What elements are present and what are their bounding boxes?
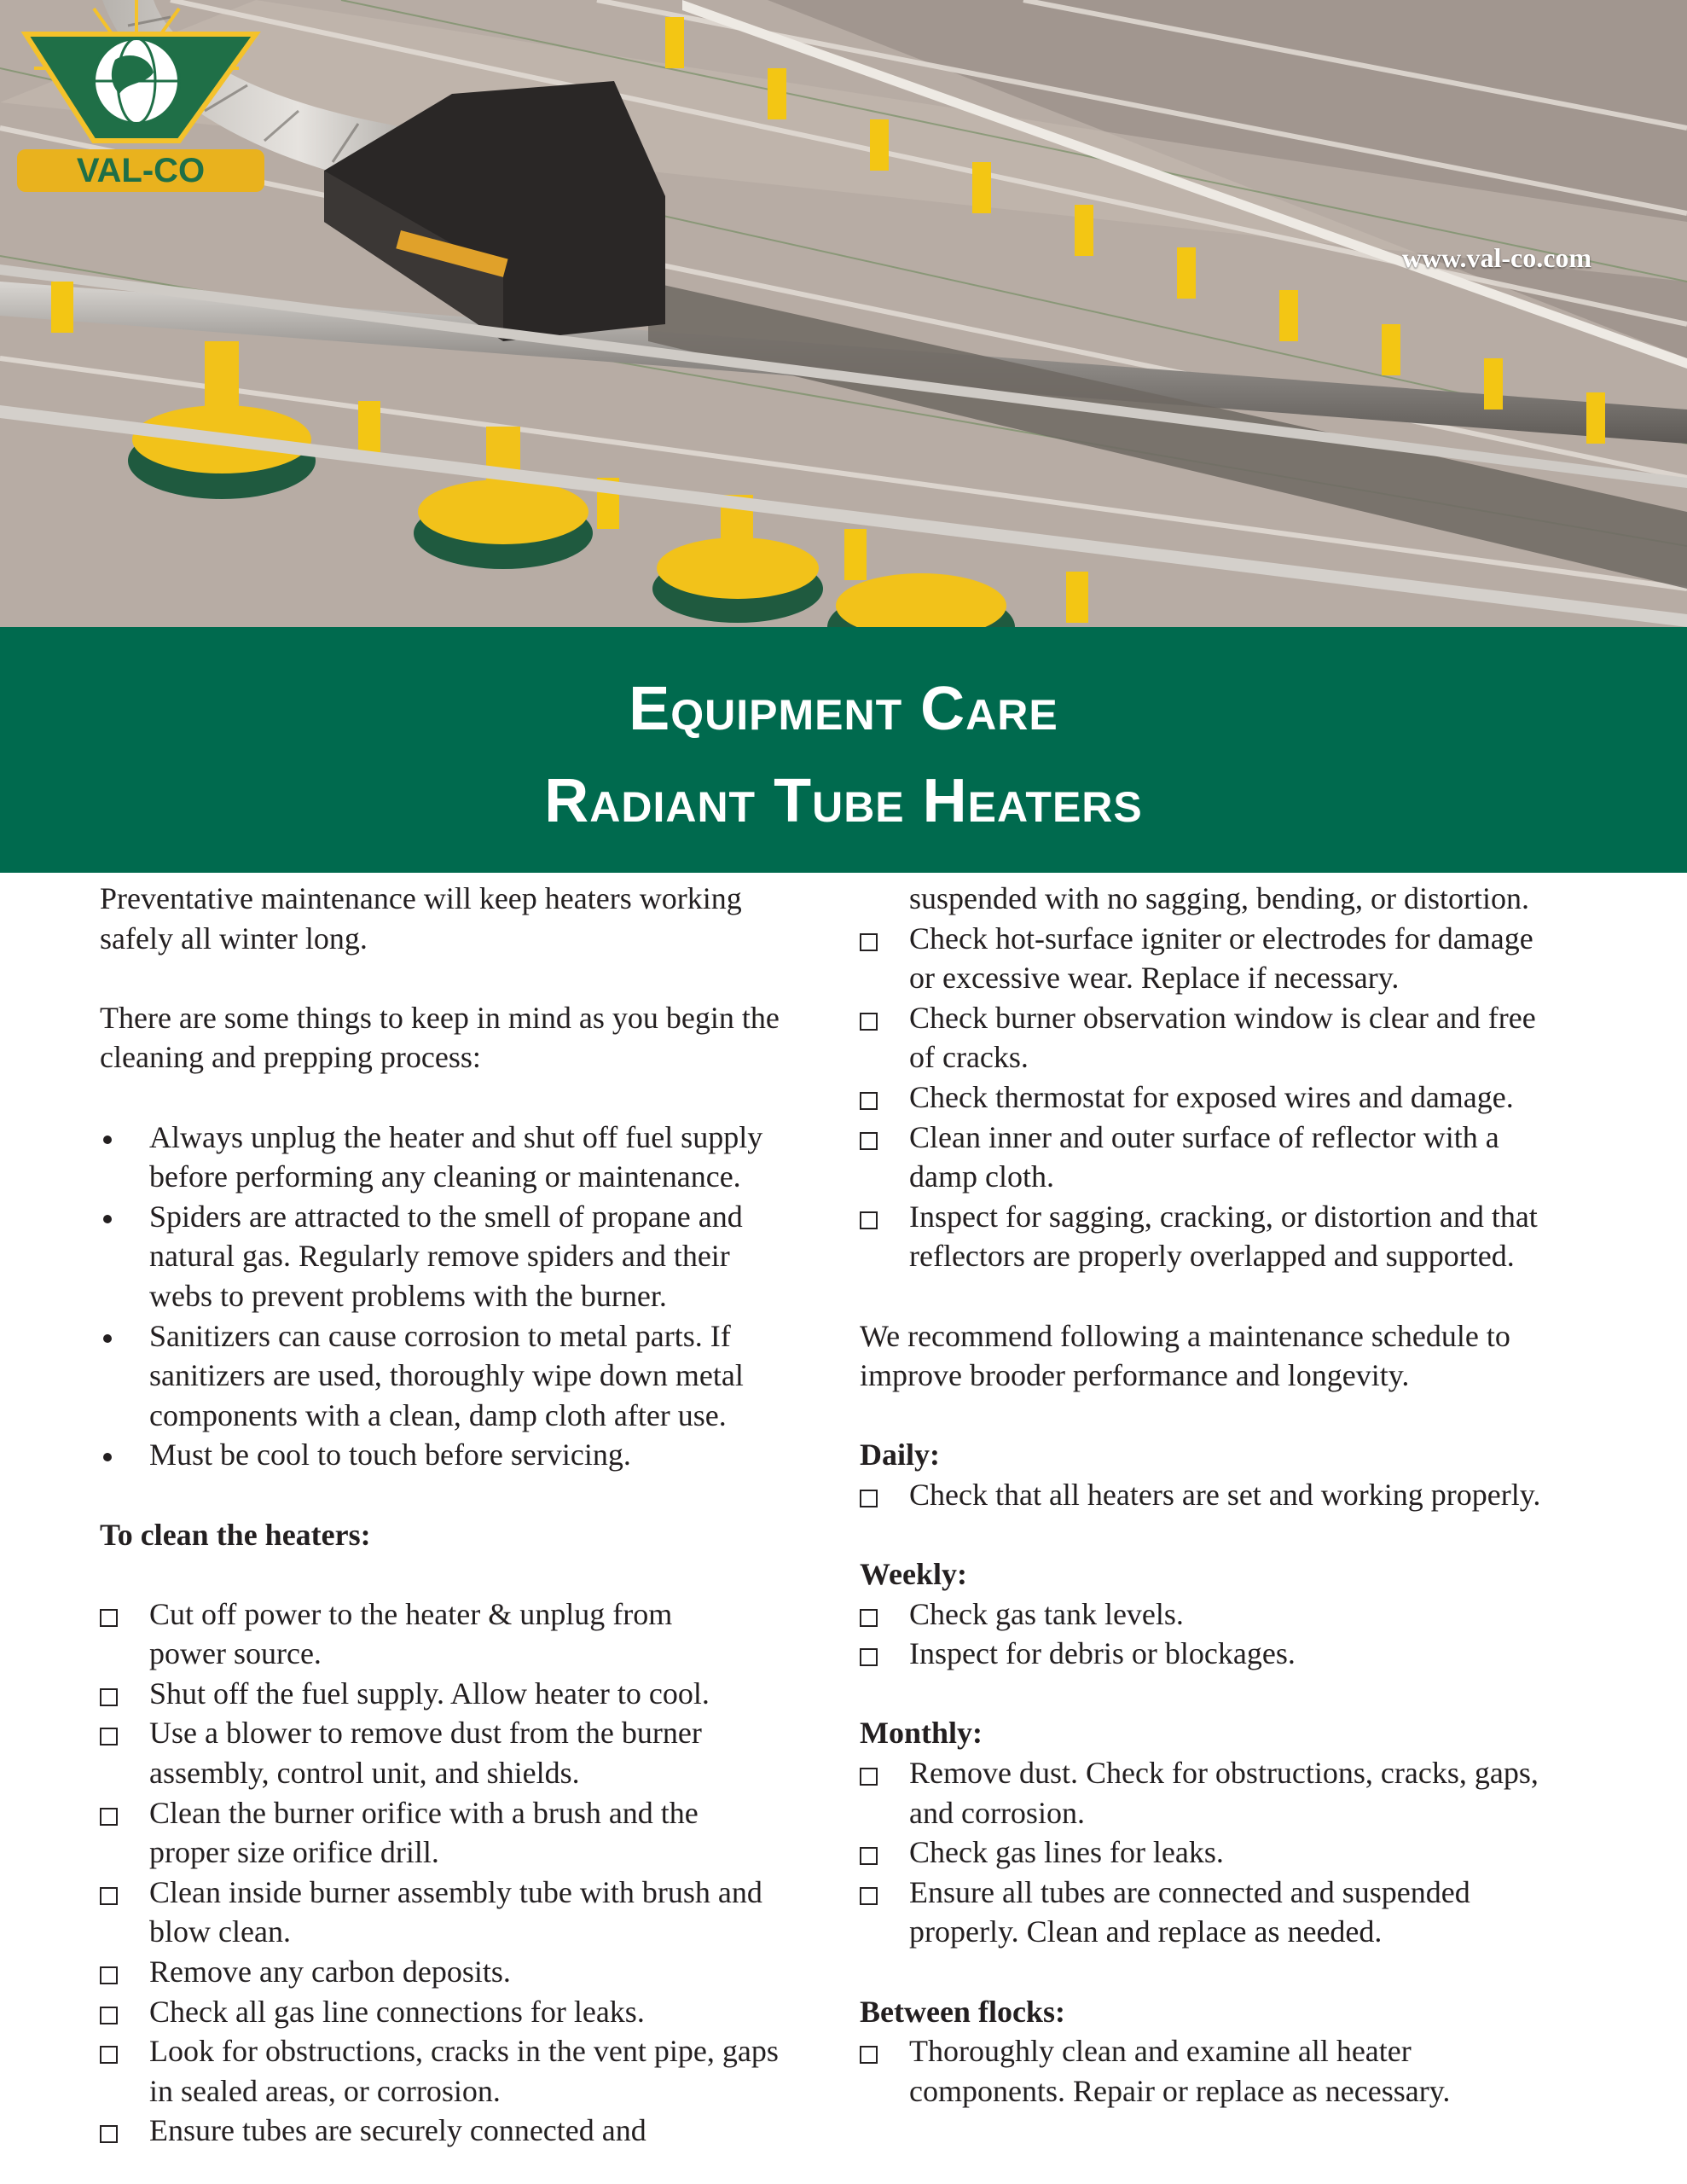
checklist-item: Inspect for sagging, cracking, or distortion and that reflectors are properly overlapped and supported.: [860, 1197, 1610, 1276]
checklist-item: Inspect for debris or blockages.: [860, 1634, 1610, 1674]
checklist-item: Check that all heaters are set and working properly.: [860, 1475, 1610, 1515]
checklist-item: Thoroughly clean and examine all heater components. Repair or replace as necessary.: [860, 2031, 1610, 2111]
website-url: www.val-co.com: [1401, 242, 1592, 273]
checkbox-icon: [100, 1873, 118, 1913]
schedule-heading-daily: Daily:: [860, 1438, 940, 1472]
checklist-item: Check burner observation window is clear and free of cracks.: [860, 998, 1610, 1077]
checkbox-icon: [100, 2111, 118, 2151]
checkbox-icon: [860, 1833, 878, 1873]
checklist-item: Check hot-surface igniter or electrodes for damage or excessive wear. Replace if necessary.: [860, 919, 1610, 998]
text-line: There are some things to keep in mind as you begin the: [100, 1000, 780, 1035]
checklist-item: Shut off the fuel supply. Allow heater to cool.: [100, 1674, 833, 1714]
right-column: [860, 879, 1610, 2111]
page-title-line-2: Radiant Tube Heaters: [544, 767, 1143, 835]
checklist-item: Remove any carbon deposits.: [100, 1952, 833, 1992]
bullet-icon: [100, 1316, 108, 1356]
bullet-icon: [100, 1197, 108, 1237]
checkbox-icon: [860, 1634, 878, 1674]
checkbox-icon: [100, 2031, 118, 2071]
checklist-item: Cut off power to the heater & unplug from power source.: [100, 1594, 833, 1674]
bullet-item: Always unplug the heater and shut off fuel supply before performing any cleaning or maintenance.: [100, 1118, 833, 1197]
text-line: Preventative maintenance will keep heaters working: [100, 881, 742, 915]
valco-logo: [0, 0, 281, 230]
bullet-item: Sanitizers can cause corrosion to metal parts. If sanitizers are used, thoroughly wipe down metal components with a clean, damp cloth after use.: [100, 1316, 833, 1436]
checkbox-icon: [860, 919, 878, 959]
checkbox-icon: [860, 1077, 878, 1118]
checklist-item: Check all gas line connections for leaks.: [100, 1992, 833, 2032]
text-line: cleaning and prepping process:: [100, 1040, 481, 1075]
schedule-intro: We recommend following a maintenance schedule to improve brooder performance and longevity.: [860, 1318, 1510, 1393]
lead-paragraph: [100, 998, 833, 1077]
checkbox-icon: [100, 1992, 118, 2032]
checklist-item: Ensure all tubes are connected and suspended properly. Clean and replace as needed.: [860, 1873, 1610, 1952]
bullet-icon: [100, 1118, 108, 1158]
logo-wordmark: VAL-CO: [76, 152, 206, 189]
checkbox-icon: [860, 1475, 878, 1515]
schedule-heading-between-flocks: Between flocks:: [860, 1994, 1065, 2029]
clean-heading: To clean the heaters:: [100, 1517, 371, 1552]
title-band: [0, 627, 1687, 873]
bullet-item: Spiders are attracted to the smell of propane and natural gas. Regularly remove spiders and their webs to prevent problems with the burner.: [100, 1197, 833, 1316]
checklist-item: Remove dust. Check for obstructions, cracks, gaps, and corrosion.: [860, 1753, 1610, 1833]
checklist-item: Clean the burner orifice with a brush and the proper size orifice drill.: [100, 1793, 833, 1873]
checklist-item: Check gas tank levels.: [860, 1594, 1610, 1635]
checkbox-icon: [860, 1873, 878, 1913]
schedule-heading-monthly: Monthly:: [860, 1716, 983, 1751]
checkbox-icon: [860, 1197, 878, 1237]
intro-paragraph: [100, 879, 833, 958]
checklist-item: Check gas lines for leaks.: [860, 1833, 1610, 1873]
checkbox-icon: [860, 1594, 878, 1635]
checkbox-icon: [100, 1594, 118, 1635]
page-title-line-1: Equipment Care: [629, 675, 1058, 743]
checklist-item-continued: suspended with no sagging, bending, or distortion.: [909, 881, 1529, 915]
hero-photo: [0, 0, 1687, 627]
checkbox-icon: [100, 1793, 118, 1833]
checklist-item: Clean inner and outer surface of reflector with a damp cloth.: [860, 1118, 1610, 1197]
schedule-heading-weekly: Weekly:: [860, 1557, 967, 1592]
left-column: [100, 879, 833, 2151]
checklist-item: Ensure tubes are securely connected and: [100, 2111, 833, 2151]
bullet-icon: [100, 1435, 108, 1475]
checkbox-icon: [860, 998, 878, 1038]
checklist-item: Look for obstructions, cracks in the vent pipe, gaps in sealed areas, or corrosion.: [100, 2031, 833, 2111]
checkbox-icon: [860, 1118, 878, 1158]
bullet-item: Must be cool to touch before servicing.: [100, 1435, 833, 1475]
text-line: safely all winter long.: [100, 921, 368, 956]
checkbox-icon: [100, 1952, 118, 1992]
checklist-item: Use a blower to remove dust from the burner assembly, control unit, and shields.: [100, 1713, 833, 1792]
checkbox-icon: [860, 1753, 878, 1793]
checkbox-icon: [100, 1674, 118, 1714]
checkbox-icon: [100, 1713, 118, 1753]
checklist-item: Check thermostat for exposed wires and damage.: [860, 1077, 1610, 1118]
checkbox-icon: [860, 2031, 878, 2071]
checklist-item: Clean inside burner assembly tube with brush and blow clean.: [100, 1873, 833, 1952]
